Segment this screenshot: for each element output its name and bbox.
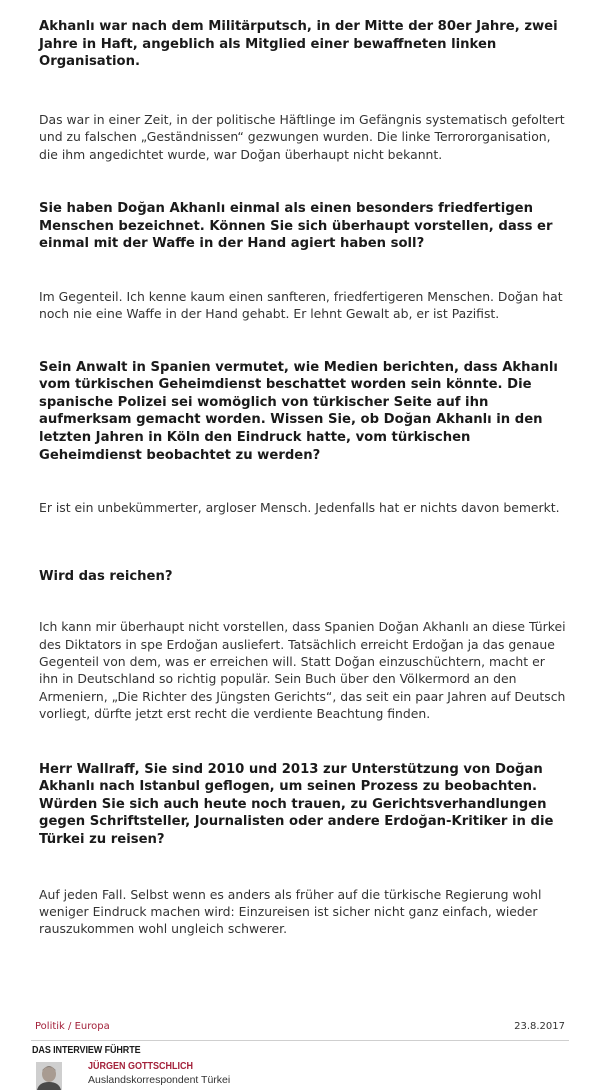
category-link-europa[interactable]: Europa [74, 1021, 110, 1032]
interview-answer-5: Auf jeden Fall. Selbst wenn es anders als früher auf die türkische Regierung wohl weniger Eindruck machen wird: Einzureisen ist sicher nicht ganz einfach, wieder rauszukommen wohl ungleich schwerer. [39, 886, 542, 937]
breadcrumb [35, 1020, 110, 1034]
author-box [32, 1045, 568, 1088]
interview-question-2: Sie haben Doğan Akhanlı einmal als einen besonders friedfertigen Menschen bezeichnet. Können Sie sich überhaupt vorstellen, dass er einmal mit der Waffe in der Hand agiert haben soll? [39, 201, 553, 252]
breadcrumb-separator: / [64, 1021, 75, 1032]
interview-answer-3: Er ist ein unbekümmerter, argloser Mensch. Jedenfalls hat er nichts davon bemerkt. [39, 500, 560, 516]
category-link-politik[interactable]: Politik [35, 1021, 65, 1032]
interview-question-4: Wird das reichen? [39, 568, 173, 584]
author-portrait-icon[interactable] [36, 1062, 62, 1090]
interview-answer-4: Ich kann mir überhaupt nicht vorstellen, dass Spanien Doğan Akhanlı an diese Türkei des Diktators in spe Erdoğan ausliefert. Tatsächlich erreicht Erdoğan ja das genaue Gegenteil von dem, was er erreichen will. Statt Doğan einzuschüchtern, macht er ihn in Deutschland so richtig populär. Sein Buch über den Völkermord an den Armeniern, „Die Richter des Jüngsten Gerichts“, das seit ein paar Jahren auf Deutsch vorliegt, dürfte jetzt erst recht die verdiente Beachtung finden. [39, 619, 566, 722]
author-name-link[interactable]: JÜRGEN GOTTSCHLICH [88, 1061, 194, 1072]
divider [31, 1040, 569, 1041]
publish-date: 23.8.2017 [514, 1021, 565, 1032]
author-box-heading: DAS INTERVIEW FÜHRTE [32, 1045, 141, 1056]
interview-question-1: Akhanlı war nach dem Militärputsch, in der Mitte der 80er Jahre, zwei Jahre in Haft, angeblich als Mitglied einer bewaffneten linken Organisation. [39, 19, 558, 70]
interview-answer-1: Das war in einer Zeit, in der politische Häftlinge im Gefängnis systematisch gefoltert und zu falschen „Geständnissen“ gezwungen wurden. Die linke Terrororganisation, die ihm angedichtet wurde, war Doğan überhaupt nicht bekannt. [39, 111, 565, 162]
interview-article [39, 18, 567, 938]
interview-answer-2: Im Gegenteil. Ich kenne kaum einen sanfteren, friedfertigeren Menschen. Doğan hat noch nie eine Waffe in der Hand gehabt. Er lehnt Gewalt ab, er ist Pazifist. [39, 288, 563, 322]
interview-question-5: Herr Wallraff, Sie sind 2010 und 2013 zur Unterstützung von Doğan Akhanlı nach Istanbul geflogen, um seinen Prozess zu beobachten. Würden Sie sich auch heute noch trauen, zu Gerichtsverhandlungen gegen Schriftsteller, Journalisten oder andere Erdoğan-Kritiker in die Türkei zu reisen? [39, 761, 554, 847]
author-role: Auslandskorrespondent Türkei [88, 1074, 231, 1086]
article-meta [35, 1020, 565, 1036]
interview-question-3: Sein Anwalt in Spanien vermutet, wie Medien berichten, dass Akhanlı vom türkischen Geheimdienst beschattet worden sein könnte. Die spanische Polizei sei womöglich von türkischer Seite auf ihn aufmerksam gemacht worden. Wissen Sie, ob Doğan Akhanlı in den letzten Jahren in Köln den Eindruck hatte, vom türkischen Geheimdienst beobachtet zu werden? [39, 359, 558, 463]
